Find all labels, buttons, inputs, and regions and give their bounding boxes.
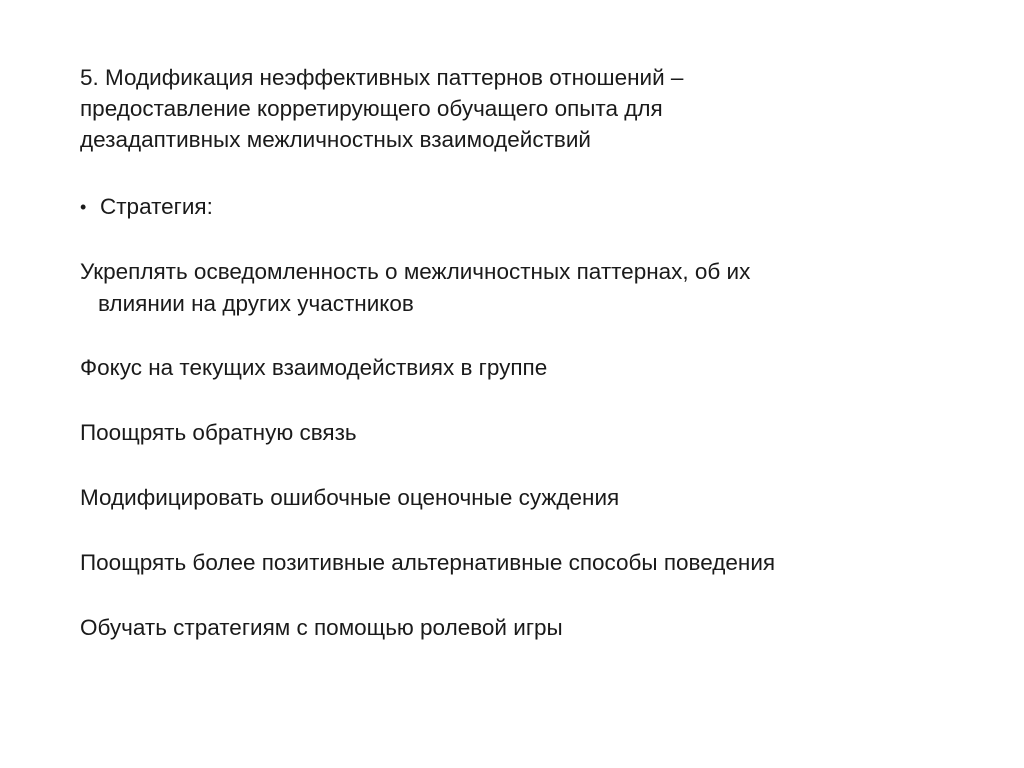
slide-heading: [80, 62, 960, 155]
strategy-item-text: Фокус на текущих взаимодействиях в группе: [80, 355, 548, 380]
heading-line-2: предоставление корретирующего обучащего опыта для: [80, 96, 663, 121]
strategy-item-line-2: влиянии на других участников: [98, 291, 414, 316]
strategy-label: Стратегия:: [100, 194, 213, 219]
bullet-icon: •: [80, 197, 87, 217]
strategy-item-text: Модифицировать ошибочные оценочные суждения: [80, 485, 620, 510]
strategy-item-line-1: Укреплять осведомленность о межличностных паттернах, об их: [80, 259, 751, 284]
strategy-bullet-item: [80, 193, 213, 221]
strategy-item-focus: [80, 352, 980, 384]
heading-line-3: дезадаптивных межличностных взаимодействий: [80, 127, 591, 152]
strategy-item-feedback: [80, 417, 980, 449]
strategy-item-alternatives: [80, 547, 980, 579]
strategy-item-judgments: [80, 482, 980, 514]
strategy-item-text: Обучать стратегиям с помощью ролевой игры: [80, 615, 563, 640]
strategy-item-text: Поощрять обратную связь: [80, 420, 357, 445]
strategy-item-text: Поощрять более позитивные альтернативные способы поведения: [80, 550, 776, 575]
strategy-item-awareness: [80, 256, 980, 320]
heading-line-1: 5. Модификация неэффективных паттернов отношений –: [80, 65, 684, 90]
strategy-item-role-play: [80, 612, 980, 644]
